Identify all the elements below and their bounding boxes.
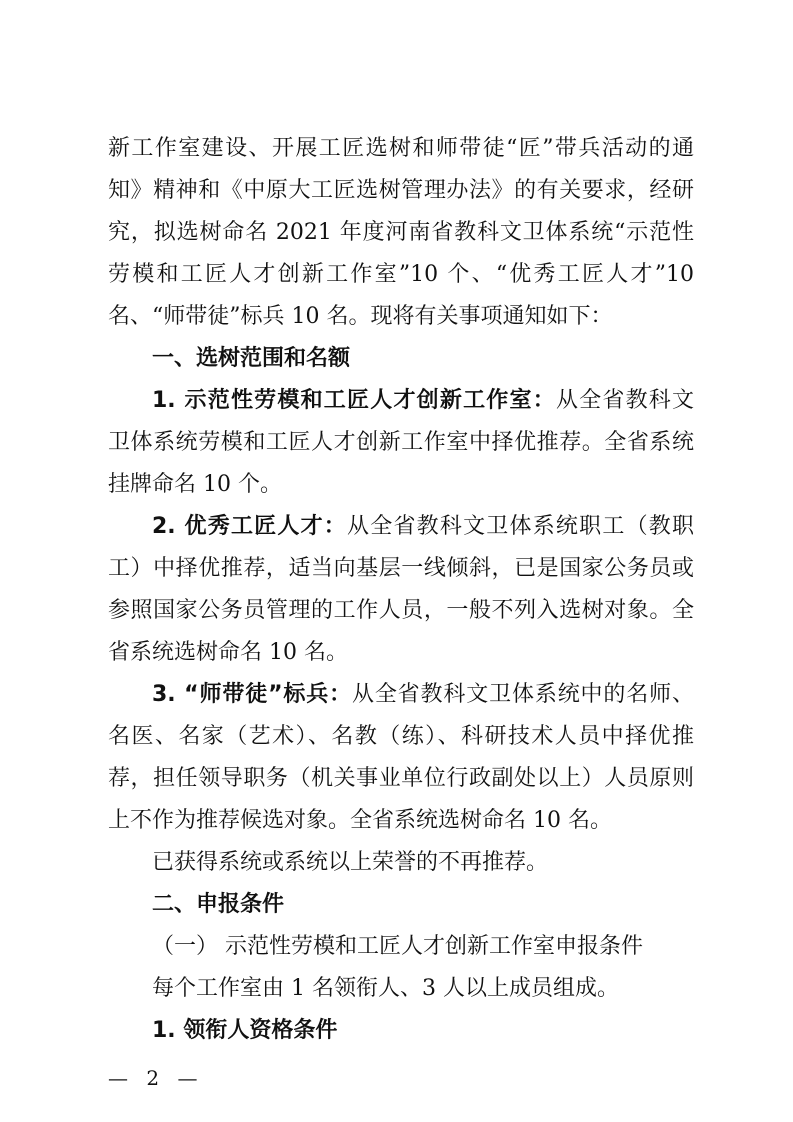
paragraph-line: 挂牌命名 10 个。 bbox=[108, 472, 282, 497]
paragraph-line: 每个工作室由 1 名领衔人、3 人以上成员组成。 bbox=[152, 976, 619, 1001]
section-heading-1: 一、选树范围和名额 bbox=[152, 346, 351, 371]
item3-lead: 3. “师带徒”标兵： bbox=[152, 682, 352, 707]
item2-text: 从全省教科文卫体系统职工（教职 bbox=[347, 514, 694, 539]
paragraph-line: 劳模和工匠人才创新工作室”10 个、“优秀工匠人才”10 bbox=[108, 262, 694, 287]
item3-first-line bbox=[152, 678, 694, 712]
paragraph-line: 名、“师带徒”标兵 10 名。现将有关事项通知如下： bbox=[108, 304, 613, 329]
paragraph-line: 新工作室建设、开展工匠选树和师带徒“匠”带兵活动的通 bbox=[108, 136, 694, 161]
item1-text: 从全省教科文 bbox=[555, 388, 694, 413]
paragraph-line: 名医、名家（艺术）、名教（练）、科研技术人员中择优推 bbox=[108, 724, 694, 749]
paragraph-line: 究，拟选树命名 2021 年度河南省教科文卫体系统“示范性 bbox=[108, 220, 694, 245]
item3-text: 从全省教科文卫体系统中的名师、 bbox=[351, 682, 694, 707]
subsection-heading: （一） 示范性劳模和工匠人才创新工作室申报条件 bbox=[152, 934, 643, 959]
paragraph-line: 省系统选树命名 10 名。 bbox=[108, 640, 348, 665]
item1-first-line bbox=[152, 384, 694, 418]
paragraph-line: 卫体系统劳模和工匠人才创新工作室中择优推荐。全省系统 bbox=[108, 430, 694, 455]
note-text: 已获得系统或系统以上荣誉的不再推荐。 bbox=[152, 850, 549, 875]
paragraph-line: 上不作为推荐候选对象。全省系统选树命名 10 名。 bbox=[108, 808, 612, 833]
paragraph-line: 工）中择优推荐，适当向基层一线倾斜，已是国家公务员或 bbox=[108, 556, 694, 581]
item2-lead: 2. 优秀工匠人才： bbox=[152, 514, 348, 539]
section-heading-2: 二、申报条件 bbox=[152, 892, 285, 917]
section-heading-3: 1. 领衔人资格条件 bbox=[152, 1018, 338, 1043]
item2-first-line bbox=[152, 510, 694, 544]
item1-lead: 1. 示范性劳模和工匠人才创新工作室： bbox=[152, 388, 556, 413]
paragraph-line: 荐，担任领导职务（机关事业单位行政副处以上）人员原则 bbox=[108, 766, 694, 791]
paragraph-line: 知》精神和《中原大工匠选树管理办法》的有关要求，经研 bbox=[108, 178, 694, 203]
page-number: — 2 — bbox=[108, 1066, 204, 1090]
paragraph-line: 参照国家公务员管理的工作人员，一般不列入选树对象。全 bbox=[108, 598, 694, 623]
